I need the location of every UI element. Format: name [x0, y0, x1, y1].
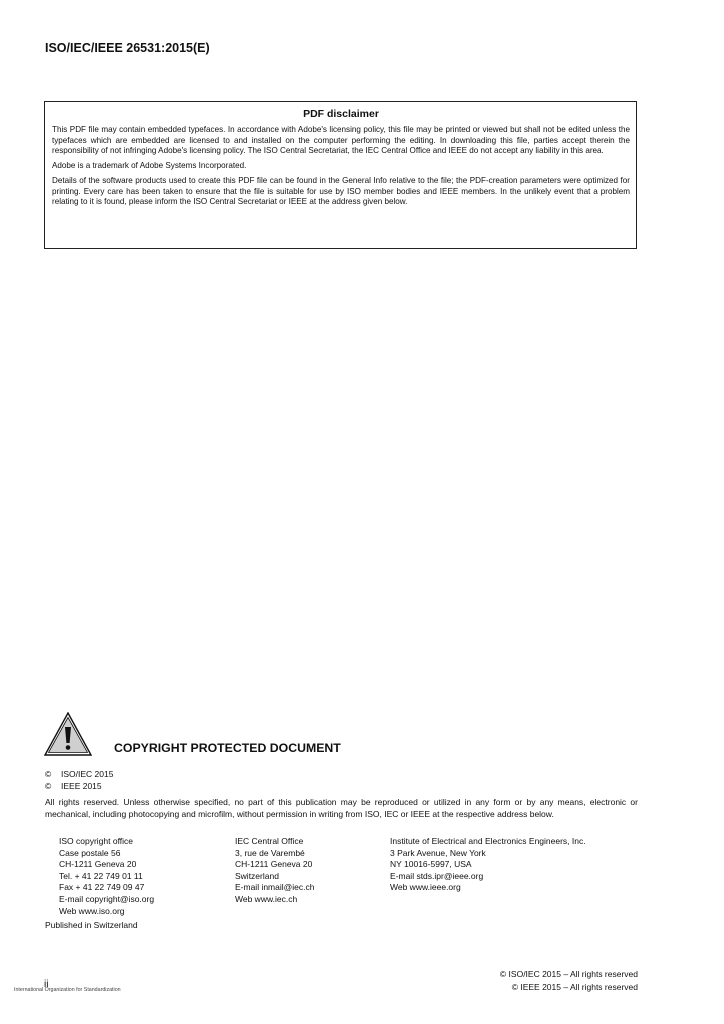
- document-id-header: ISO/IEC/IEEE 26531:2015(E): [45, 41, 210, 55]
- iec-contact-block: [235, 836, 314, 906]
- contact-line: NY 10016-5997, USA: [390, 859, 472, 870]
- iso-contact-block: [59, 836, 154, 917]
- contact-line: E-mail copyright@iso.org: [59, 893, 155, 904]
- contact-line: Institute of Electrical and Electronics Engineers, Inc.: [390, 836, 586, 846]
- contact-line: ISO copyright office: [59, 836, 134, 846]
- contact-line: Switzerland: [235, 870, 279, 881]
- rights-statement: All rights reserved. Unless otherwise specified, no part of this publication may be reproduced or utilized in any form or by any means, electronic or mechanical, including photocopying and microfilm, without permission in writing from ISO, IEC or IEEE at the respective address below.: [45, 797, 638, 819]
- ieee-contact-block: [390, 836, 586, 894]
- contact-line: CH-1211 Geneva 20: [235, 859, 313, 870]
- copyright-line-iso-iec: [45, 769, 113, 781]
- footer-rights: [500, 968, 638, 994]
- contact-line: CH-1211 Geneva 20: [59, 859, 137, 870]
- copyright-holder: ISO/IEC 2015: [61, 769, 114, 779]
- watermark-text: International Organization for Standardization: [14, 987, 121, 993]
- copyright-lines: [45, 769, 113, 792]
- disclaimer-title: PDF disclaimer: [303, 108, 379, 120]
- contact-line: E-mail stds.ipr@ieee.org: [390, 870, 484, 881]
- pdf-disclaimer-box: [44, 101, 637, 249]
- copyright-holder: IEEE 2015: [61, 780, 102, 791]
- contact-line: Case postale 56: [59, 847, 121, 858]
- contact-line: Fax + 41 22 749 09 47: [59, 882, 145, 893]
- copyright-line-ieee: [45, 781, 113, 793]
- footer-rights-iso: © ISO/IEC 2015 – All rights reserved: [499, 969, 638, 979]
- contact-line: 3 Park Avenue, New York: [390, 847, 486, 858]
- contact-line: Web www.ieee.org: [390, 882, 461, 893]
- page-number: ii: [44, 979, 49, 990]
- published-location: Published in Switzerland: [45, 920, 138, 930]
- copyright-symbol: ©: [45, 780, 52, 791]
- contact-line: Tel. + 41 22 749 01 11: [59, 870, 143, 881]
- disclaimer-paragraph: This PDF file may contain embedded typefaces. In accordance with Adobe's licensing policy, this file may be printed or viewed but shall not be edited unless the typefaces which are embedded are licensed to and installed on the computer performing the editing. In downloading this file, parties accept therein the responsibility of not infringing Adobe's licensing policy. The ISO Central Secretariat, the IEC Central Office and IEEE do not accept any liability in this area.: [52, 125, 630, 156]
- contact-line: Web www.iec.ch: [235, 893, 298, 904]
- contact-line: E-mail inmail@iec.ch: [235, 882, 315, 893]
- footer-rights-ieee: © IEEE 2015 – All rights reserved: [511, 981, 638, 992]
- contact-line: Web www.iso.org: [59, 905, 125, 916]
- copyright-title: COPYRIGHT PROTECTED DOCUMENT: [114, 741, 341, 755]
- contact-line: 3, rue de Varembé: [235, 847, 305, 858]
- disclaimer-paragraph: Details of the software products used to create this PDF file can be found in the General Info relative to the file; the PDF-creation parameters were optimized for printing. Every care has been taken to ensure that the file is suitable for use by ISO member bodies and IEEE members. In the unlikely event that a problem relating to it is found, please inform the ISO Central Secretariat or IEEE at the address given below.: [52, 175, 630, 207]
- warning-triangle-icon: [44, 712, 92, 756]
- contact-line: IEC Central Office: [235, 836, 304, 846]
- copyright-symbol: ©: [45, 769, 52, 779]
- disclaimer-paragraph: Adobe is a trademark of Adobe Systems Incorporated.: [52, 161, 247, 171]
